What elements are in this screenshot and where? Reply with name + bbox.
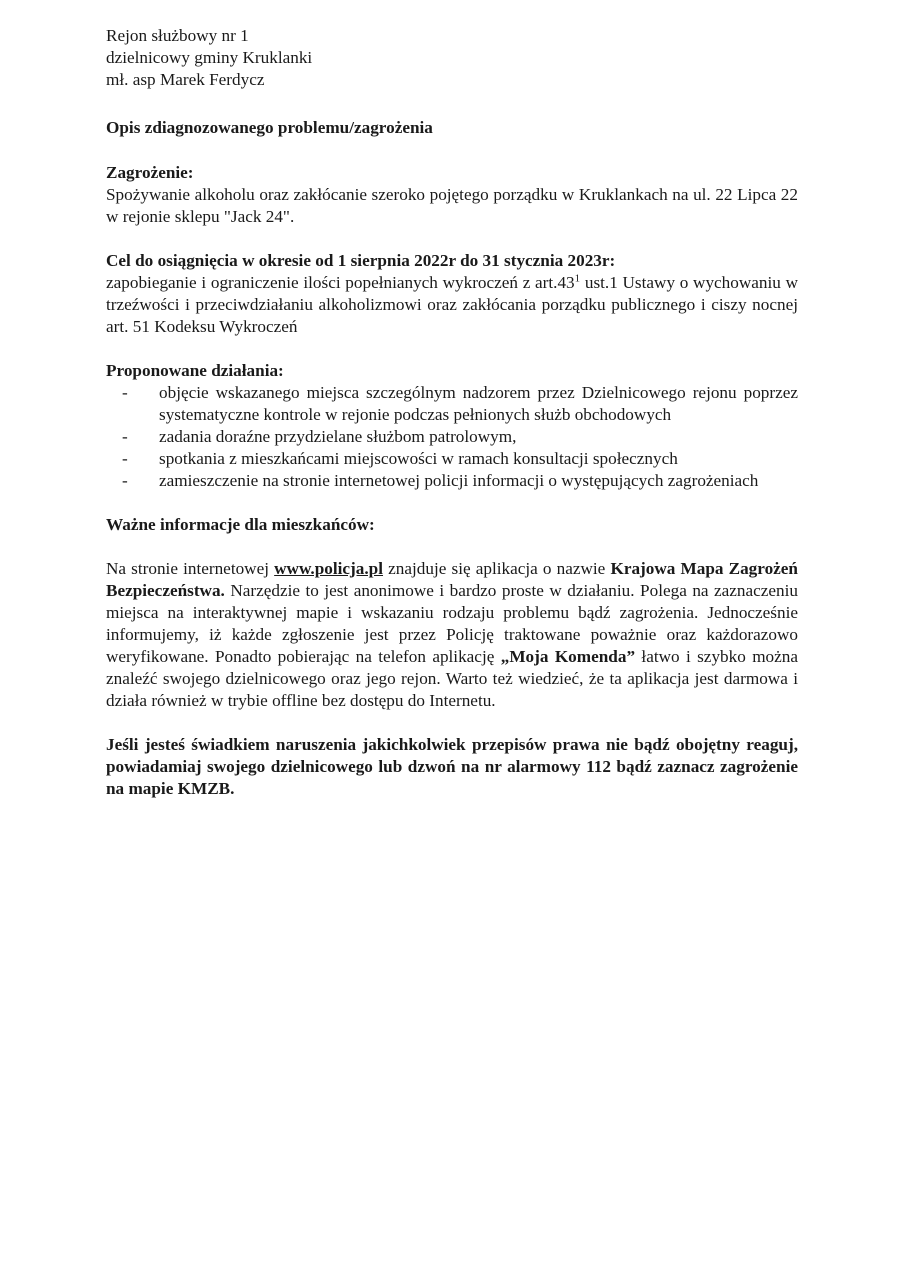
info-text-3: Narzędzie to jest anonimowe i bardzo proste w działaniu. Polega na zaznaczeniu miejsca na interaktywnej mapie i wskazaniu rodzaju problemu bądź zagrożenia. Jednocześnie informujemy, iż każde zgłoszenie jest przez Policję traktowane poważnie oraz każdorazowo weryfikowane. Ponadto pobierając na telefon aplikację xyxy=(106,581,798,666)
header-region: Rejon służbowy nr 1 xyxy=(106,26,249,45)
info-paragraph xyxy=(106,558,798,712)
header-officer: mł. asp Marek Ferdycz xyxy=(106,70,265,89)
threat-heading: Zagrożenie: xyxy=(106,163,194,182)
info-text-4: łatwo i szybko można znaleźć swojego dzielnicowego oraz jego rejon. Warto też wiedzieć, że ta aplikacja jest darmowa i działa również w trybie offline bez dostępu do Internetu. xyxy=(106,647,799,710)
goal-article-superscript: 1 xyxy=(574,272,581,285)
list-item: - zadania doraźne przydzielane służbom patrolowym, xyxy=(106,426,798,448)
goal-text-start: zapobieganie i ograniczenie ilości popełnianych wykroczeń z art.43 xyxy=(106,273,575,292)
goal-text-end: ust.1 Ustawy o wychowaniu w trzeźwości i przeciwdziałaniu alkoholizmowi oraz zakłócania porządku publicznego i ciszy nocnej art. 51 Kodeksu Wykroczeń xyxy=(106,273,798,336)
document-content xyxy=(106,25,798,800)
list-item: - spotkania z mieszkańcami miejscowości w ramach konsultacji społecznych xyxy=(106,448,798,470)
actions-list xyxy=(106,382,798,492)
list-item: - objęcie wskazanego miejsca szczególnym nadzorem przez Dzielnicowego rejonu poprzez systematyczne kontrole w rejonie podczas pełnionych służb obchodowych xyxy=(106,382,798,426)
info-heading: Ważne informacje dla mieszkańców: xyxy=(106,515,375,534)
app-name-moja-komenda: „Moja Komenda” xyxy=(500,647,636,666)
app-name-kmzb: Krajowa Mapa Zagrożeń Bezpieczeństwa. xyxy=(106,559,798,600)
policja-link[interactable]: www.policja.pl xyxy=(274,559,384,578)
header-role: dzielnicowy gminy Kruklanki xyxy=(106,48,313,67)
goal-text xyxy=(106,272,798,338)
closing-appeal: Jeśli jesteś świadkiem naruszenia jakichkolwiek przepisów prawa nie bądź obojętny reaguj, powiadamiaj swojego dzielnicowego lub dzwoń na nr alarmowy 112 bądź zaznacz zagrożenie na mapie KMZB. xyxy=(106,735,798,798)
goal-heading: Cel do osiągnięcia w okresie od 1 sierpnia 2022r do 31 stycznia 2023r: xyxy=(106,251,616,270)
threat-text: Spożywanie alkoholu oraz zakłócanie szeroko pojętego porządku w Kruklankach na ul. 22 Lipca 22 w rejonie sklepu "Jack 24". xyxy=(106,185,798,226)
info-text-2: znajduje się aplikacja o nazwie xyxy=(383,559,611,578)
author-header xyxy=(106,25,798,91)
info-text-1: Na stronie internetowej xyxy=(106,559,275,578)
document-title: Opis zdiagnozowanego problemu/zagrożenia xyxy=(106,118,433,137)
list-item: - zamieszczenie na stronie internetowej policji informacji o występujących zagrożeniach xyxy=(106,470,798,492)
actions-heading: Proponowane działania: xyxy=(106,361,284,380)
